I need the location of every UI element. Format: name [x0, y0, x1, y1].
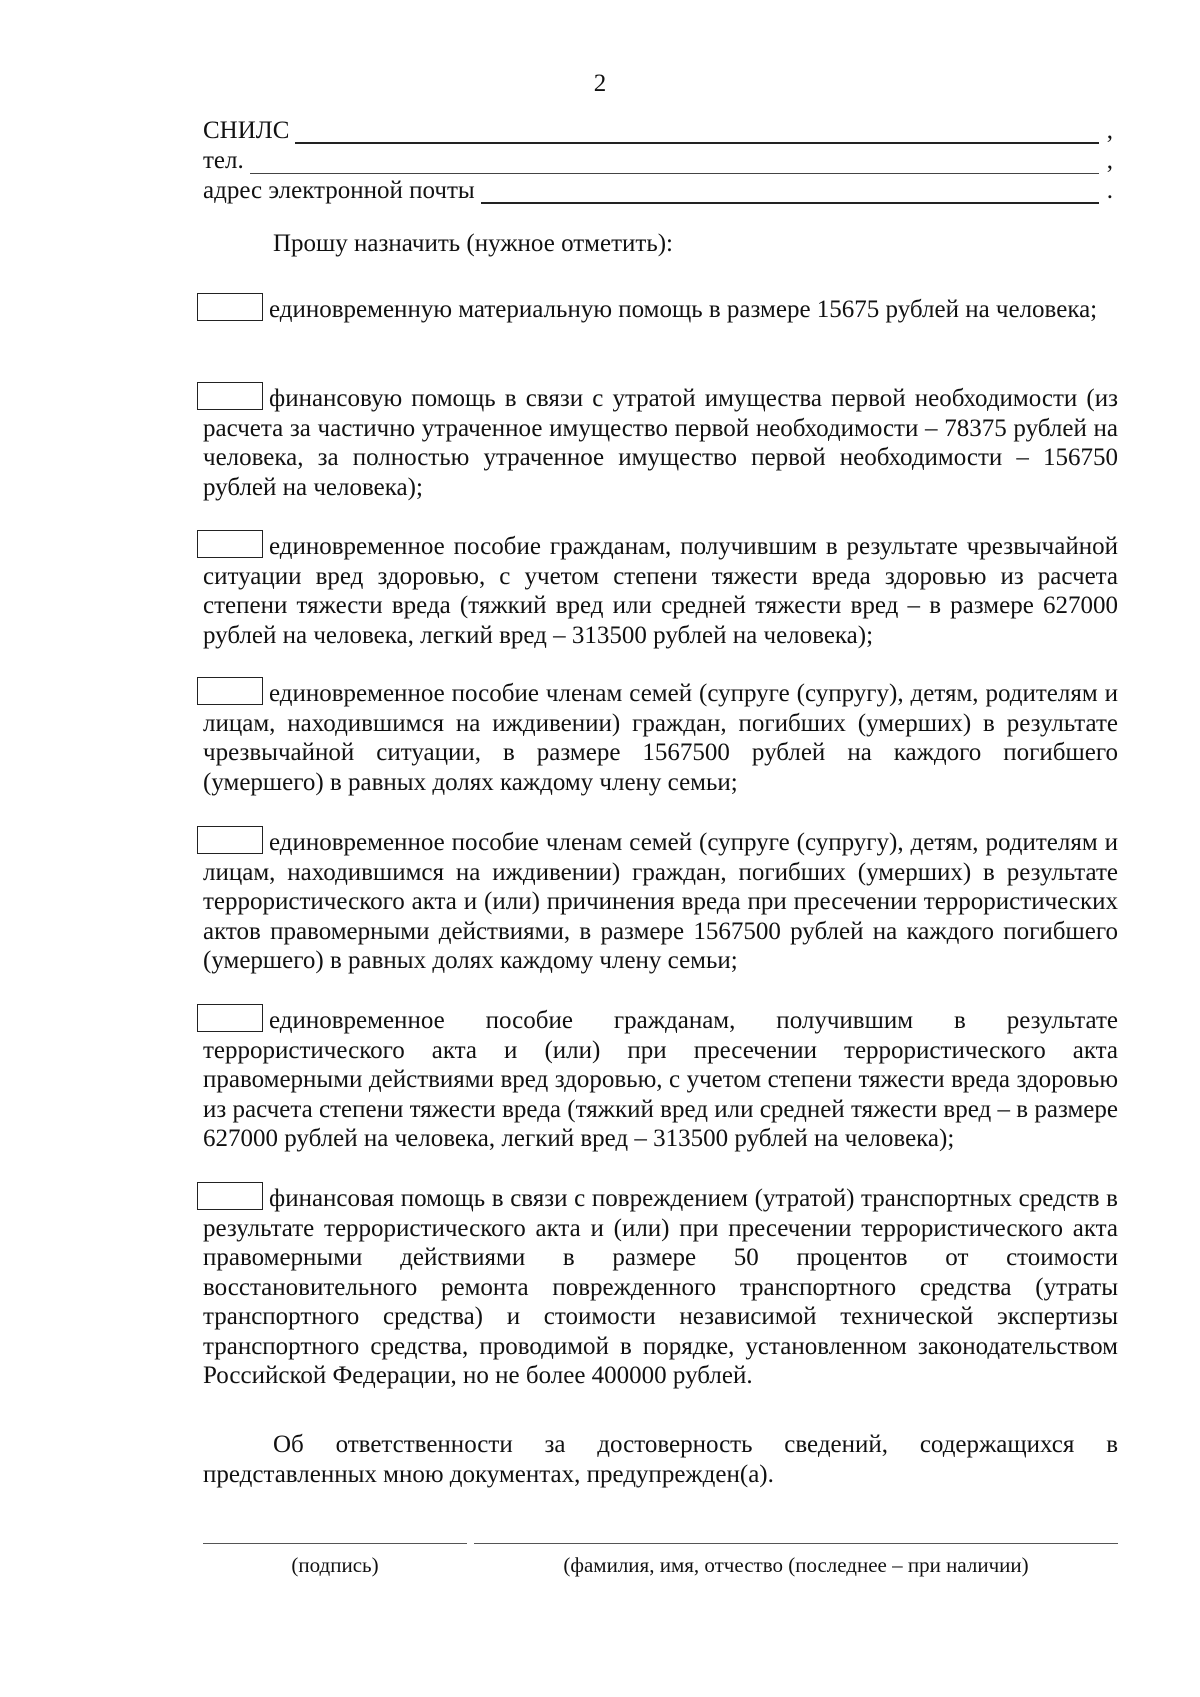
- email-punct: .: [1106, 177, 1113, 204]
- option-checkbox[interactable]: [197, 530, 263, 558]
- phone-input[interactable]: [250, 154, 1099, 176]
- option-item: [203, 293, 1118, 325]
- email-field: [203, 176, 1113, 206]
- snils-label: СНИЛС: [203, 117, 290, 144]
- signature-caption: (подпись): [291, 1553, 379, 1577]
- snils-field: [203, 116, 1113, 146]
- option-item: [203, 826, 1118, 976]
- phone-punct: ,: [1106, 147, 1113, 174]
- full-name-line[interactable]: [474, 1543, 1118, 1544]
- request-intro: Прошу назначить (нужное отметить):: [273, 230, 673, 257]
- option-item: [203, 530, 1118, 650]
- page-number: 2: [593, 70, 607, 97]
- option-text: единовременное пособие членам семей (супруге (супругу), детям, родителям и лицам, находившимся на иждивении) граждан, погибших (умерших) в результате чрезвычайной ситуации, в размере 1567500 рублей на каждого погибшего (умершего) в равных долях каждому члену семьи;: [203, 680, 1118, 796]
- option-text: финансовая помощь в связи с повреждением (утратой) транспортных средств в результате террористического акта и (или) при пресечении террористического акта правомерными действиями в размере 50 процентов от стоимости восстановительного ремонта поврежденного транспортного средства (утраты транспортного средства) и стоимости независимой технической экспертизы транспортного средства, проводимой в порядке, установленном законодательством Российской Федерации, но не более 400000 рублей.: [203, 1185, 1118, 1389]
- snils-punct: ,: [1106, 117, 1113, 144]
- option-checkbox[interactable]: [197, 1004, 263, 1032]
- phone-field: [203, 146, 1113, 176]
- option-checkbox[interactable]: [197, 293, 263, 321]
- responsibility-statement: Об ответственности за достоверность сведений, содержащихся в представленных мною документах, предупрежден(а).: [203, 1431, 1118, 1488]
- option-checkbox[interactable]: [197, 677, 263, 705]
- email-input[interactable]: [481, 184, 1099, 206]
- option-item: [203, 677, 1118, 797]
- option-checkbox[interactable]: [197, 382, 263, 410]
- option-text: единовременное пособие гражданам, получившим в результате чрезвычайной ситуации вред здоровью, с учетом степени тяжести вреда здоровью из расчета степени тяжести вреда (тяжкий вред или средней тяжести вред – в размере 627000 рублей на человека, легкий вред – 313500 рублей на человека);: [203, 533, 1118, 649]
- signature-line[interactable]: [203, 1543, 467, 1544]
- option-checkbox[interactable]: [197, 826, 263, 854]
- option-text: единовременную материальную помощь в размере 15675 рублей на человека;: [269, 296, 1098, 323]
- option-text: финансовую помощь в связи с утратой имущества первой необходимости (из расчета за частично утраченное имущество первой необходимости – 78375 рублей на человека, за полностью утраченное имущество первой необходимости – 156750 рублей на человека);: [203, 385, 1118, 501]
- option-item: [203, 382, 1118, 502]
- option-item: [203, 1004, 1118, 1154]
- phone-label: тел.: [203, 147, 244, 174]
- option-item: [203, 1182, 1118, 1391]
- option-checkbox[interactable]: [197, 1182, 263, 1210]
- option-text: единовременное пособие членам семей (супруге (супругу), детям, родителям и лицам, находившимся на иждивении) граждан, погибших (умерших) в результате террористического акта и (или) причинения вреда при пресечении террористических актов правомерными действиями, в размере 1567500 рублей на каждого погибшего (умершего) в равных долях каждому члену семьи;: [203, 829, 1118, 974]
- email-label: адрес электронной почты: [203, 177, 475, 204]
- full-name-caption: (фамилия, имя, отчество (последнее – при наличии): [563, 1553, 1029, 1577]
- option-text: единовременное пособие гражданам, получившим в результате террористического акта и (или) при пресечении террористического акта правомерными действиями вред здоровью, с учетом степени тяжести вреда здоровью из расчета степени тяжести вреда (тяжкий вред или средней тяжести вред – в размере 627000 рублей на человека, легкий вред – 313500 рублей на человека);: [203, 1007, 1118, 1152]
- snils-input[interactable]: [295, 124, 1099, 146]
